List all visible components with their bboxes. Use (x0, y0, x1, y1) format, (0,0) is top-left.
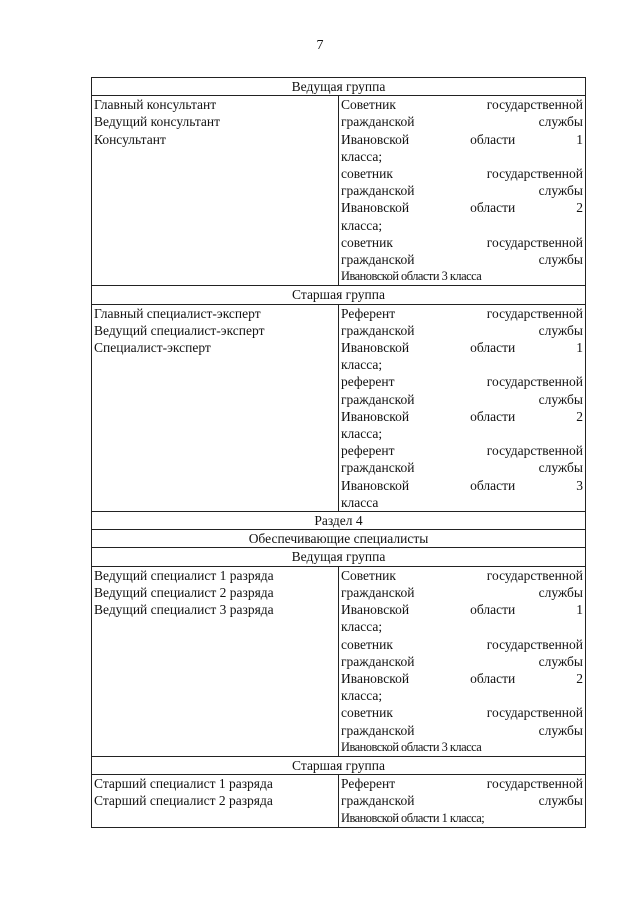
class-rank-word: 3 (576, 477, 583, 493)
class-rank-line (341, 567, 583, 584)
section-heading: Раздел 4 (92, 512, 586, 530)
group-heading-row (92, 78, 586, 96)
class-rank-cell (339, 775, 586, 828)
group-heading-row (92, 286, 586, 304)
class-rank-word: службы (538, 114, 583, 130)
class-rank-line: класса; (341, 217, 383, 233)
class-rank-word: советник (341, 705, 393, 721)
class-rank-cell (339, 96, 586, 286)
class-rank-word: службы (538, 460, 583, 476)
class-rank-line (341, 391, 583, 408)
class-rank-line (341, 305, 583, 322)
class-rank-word: службы (538, 322, 583, 338)
class-rank-word: гражданской (341, 460, 415, 476)
position-title: Ведущий специалист 1 разряда (94, 567, 274, 583)
position-title: Старший специалист 2 разряда (94, 793, 273, 809)
class-rank-line (341, 775, 583, 792)
group-heading-row (92, 756, 586, 774)
class-rank-word: советник (341, 166, 393, 182)
class-rank-word: государственной (486, 234, 583, 250)
class-rank-line (341, 792, 583, 809)
class-rank-line (341, 704, 583, 721)
class-rank-word: области (470, 602, 516, 618)
class-rank-word: Референт (341, 776, 396, 792)
class-rank-word: области (470, 477, 516, 493)
class-rank-line: класса; (341, 426, 383, 442)
group-heading: Ведущая группа (92, 78, 586, 96)
class-rank-word: государственной (486, 166, 583, 182)
class-rank-word: референт (341, 443, 395, 459)
section-heading: Обеспечивающие специалисты (92, 530, 586, 548)
table-row (92, 304, 586, 511)
class-rank-word: Советник (341, 97, 396, 113)
class-rank-line: класса; (341, 619, 383, 635)
position-title: Главный консультант (94, 97, 217, 113)
class-rank-word: гражданской (341, 793, 415, 809)
class-rank-word: Ивановской (341, 408, 410, 424)
class-rank-line: класса; (341, 688, 383, 704)
class-rank-line (341, 477, 583, 494)
class-rank-line: класса; (341, 357, 383, 373)
section-heading-row (92, 512, 586, 530)
position-title: Консультант (94, 131, 166, 147)
class-rank-word: службы (538, 722, 583, 738)
class-rank-line: Ивановской области 3 класса (341, 269, 482, 284)
class-rank-word: Ивановской (341, 200, 410, 216)
class-rank-word: службы (538, 653, 583, 669)
class-rank-word: государственной (486, 567, 583, 583)
class-rank-word: государственной (486, 374, 583, 390)
class-rank-word: области (470, 670, 516, 686)
class-rank-line (341, 408, 583, 425)
class-rank-line (341, 113, 583, 130)
position-titles-cell (92, 96, 339, 286)
class-rank-line: класса (341, 494, 379, 510)
class-rank-word: советник (341, 636, 393, 652)
class-rank-line (341, 234, 583, 251)
positions-table (91, 77, 586, 828)
class-rank-word: службы (538, 584, 583, 600)
group-heading-row (92, 548, 586, 566)
class-rank-word: области (470, 408, 516, 424)
class-rank-line (341, 251, 583, 268)
class-rank-word: Советник (341, 567, 396, 583)
class-rank-line (341, 442, 583, 459)
class-rank-word: советник (341, 234, 393, 250)
class-rank-line (341, 339, 583, 356)
class-rank-line (341, 322, 583, 339)
class-rank-word: государственной (486, 305, 583, 321)
class-rank-line (341, 199, 583, 216)
table-row (92, 566, 586, 756)
class-rank-word: гражданской (341, 183, 415, 199)
class-rank-word: службы (538, 183, 583, 199)
class-rank-word: гражданской (341, 391, 415, 407)
class-rank-word: 2 (576, 200, 583, 216)
class-rank-word: службы (538, 793, 583, 809)
class-rank-word: государственной (486, 636, 583, 652)
class-rank-word: 1 (576, 602, 583, 618)
class-rank-word: области (470, 200, 516, 216)
class-rank-word: области (470, 131, 516, 147)
class-rank-word: гражданской (341, 322, 415, 338)
class-rank-line (341, 584, 583, 601)
position-title: Специалист-эксперт (94, 340, 211, 356)
class-rank-line (341, 670, 583, 687)
position-title: Ведущий специалист 3 разряда (94, 602, 274, 618)
class-rank-word: Ивановской (341, 477, 410, 493)
class-rank-word: гражданской (341, 653, 415, 669)
class-rank-word: гражданской (341, 584, 415, 600)
position-titles-cell (92, 566, 339, 756)
class-rank-word: гражданской (341, 114, 415, 130)
position-title: Главный специалист-эксперт (94, 305, 261, 321)
class-rank-line (341, 165, 583, 182)
class-rank-word: службы (538, 391, 583, 407)
class-rank-word: референт (341, 374, 395, 390)
position-title: Старший специалист 1 разряда (94, 776, 273, 792)
page-number: 7 (316, 38, 324, 53)
class-rank-word: Ивановской (341, 670, 410, 686)
class-rank-word: Ивановской (341, 602, 410, 618)
class-rank-line: Ивановской области 1 класса; (341, 810, 485, 825)
class-rank-line (341, 131, 583, 148)
class-rank-word: гражданской (341, 252, 415, 268)
group-heading: Ведущая группа (92, 548, 586, 566)
class-rank-word: государственной (486, 776, 583, 792)
class-rank-word: 2 (576, 408, 583, 424)
position-title: Ведущий специалист-эксперт (94, 322, 265, 338)
class-rank-word: Ивановской (341, 131, 410, 147)
class-rank-word: государственной (486, 97, 583, 113)
class-rank-word: 1 (576, 340, 583, 356)
class-rank-word: 2 (576, 670, 583, 686)
position-title: Ведущий специалист 2 разряда (94, 584, 274, 600)
class-rank-word: государственной (486, 705, 583, 721)
class-rank-word: государственной (486, 443, 583, 459)
class-rank-line: класса; (341, 148, 383, 164)
class-rank-line (341, 653, 583, 670)
group-heading: Старшая группа (92, 756, 586, 774)
position-titles-cell (92, 304, 339, 511)
table-row (92, 96, 586, 286)
position-titles-cell (92, 775, 339, 828)
class-rank-line (341, 722, 583, 739)
section-heading-row (92, 530, 586, 548)
class-rank-line (341, 601, 583, 618)
table-row (92, 775, 586, 828)
class-rank-word: Референт (341, 305, 396, 321)
class-rank-line: Ивановской области 3 класса (341, 739, 482, 754)
class-rank-line (341, 182, 583, 199)
class-rank-line (341, 373, 583, 390)
class-rank-word: 1 (576, 131, 583, 147)
class-rank-word: гражданской (341, 722, 415, 738)
position-title: Ведущий консультант (94, 114, 221, 130)
class-rank-word: области (470, 340, 516, 356)
class-rank-line (341, 96, 583, 113)
positions-table-body (92, 78, 586, 828)
class-rank-word: Ивановской (341, 340, 410, 356)
class-rank-cell (339, 566, 586, 756)
class-rank-line (341, 636, 583, 653)
class-rank-cell (339, 304, 586, 511)
group-heading: Старшая группа (92, 286, 586, 304)
class-rank-line (341, 459, 583, 476)
class-rank-word: службы (538, 252, 583, 268)
